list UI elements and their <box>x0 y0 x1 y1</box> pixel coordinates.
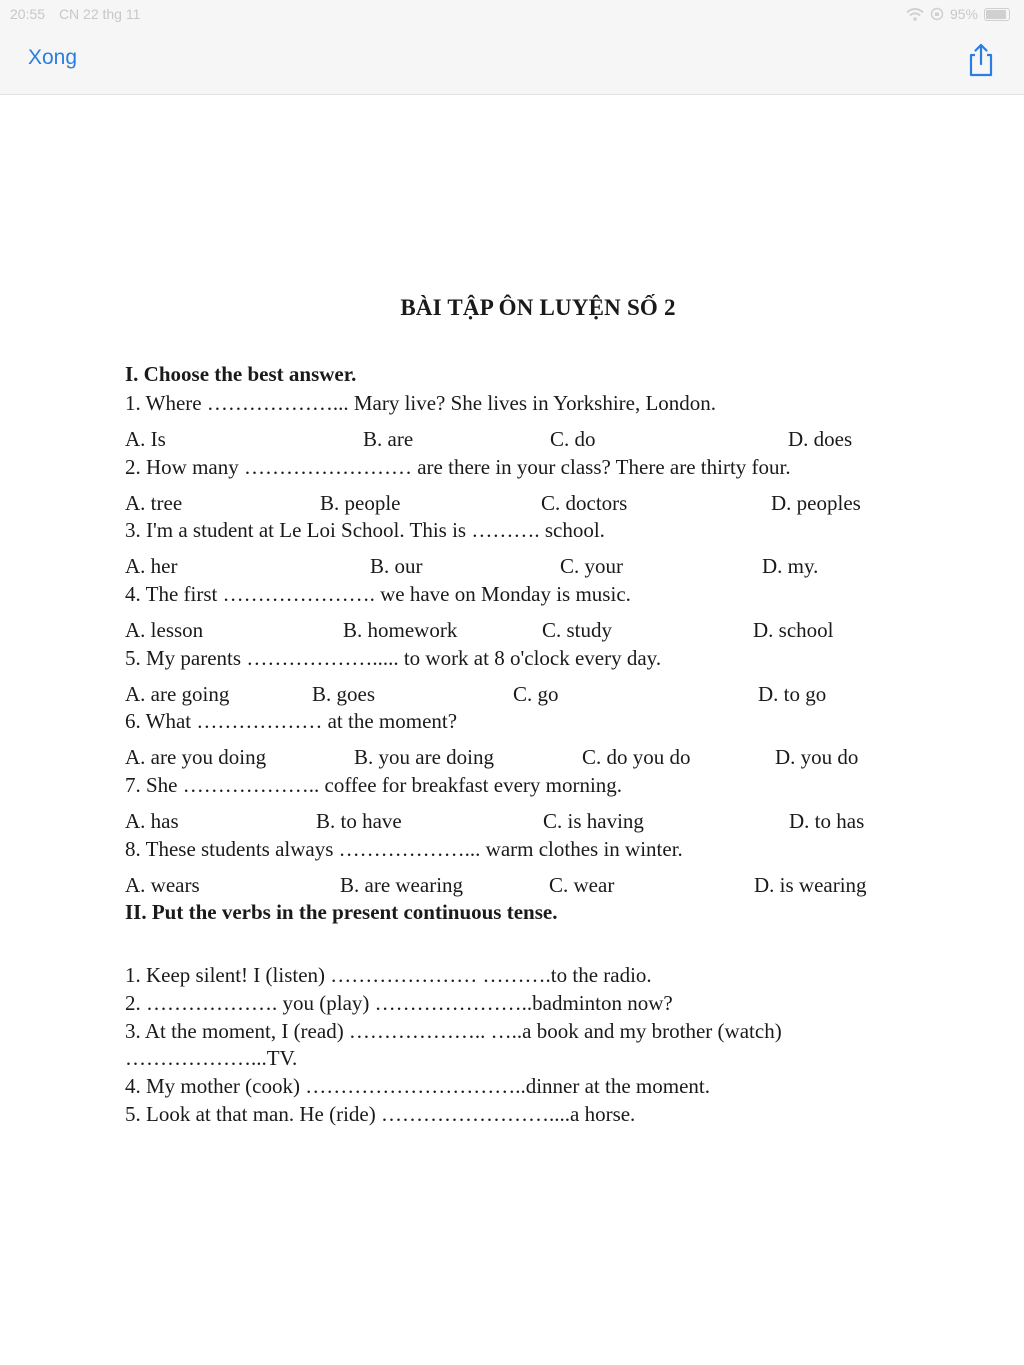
question-text: 7. She ……………….. coffee for breakfast every morning. <box>125 773 623 797</box>
status-time: 20:55 <box>10 6 46 22</box>
answer-option: B. homework <box>343 618 458 642</box>
answer-option: A. her <box>125 554 178 578</box>
answer-option: A. tree <box>125 491 183 515</box>
question-text: 8. These students always ………………... warm clothes in winter. <box>125 837 683 861</box>
answer-option: D. does <box>788 427 853 451</box>
question-text: 6. What ……………… at the moment? <box>125 709 458 733</box>
battery-icon <box>984 8 1010 21</box>
answer-option: D. peoples <box>771 491 861 515</box>
answer-option: C. is having <box>543 809 644 833</box>
answer-option: C. your <box>560 554 623 578</box>
status-date: CN 22 thg 11 <box>58 6 141 22</box>
answer-option: C. doctors <box>541 491 628 515</box>
question-text: 2. How many …………………… are there in your class? There are thirty four. <box>125 455 791 479</box>
battery-fill <box>986 10 1006 19</box>
answer-option: C. do you do <box>582 745 691 769</box>
section-2-heading: II. Put the verbs in the present continuous tense. <box>125 900 558 924</box>
answer-option: B. are wearing <box>340 873 464 897</box>
question-text: 5. My parents ………………..... to work at 8 o'clock every day. <box>125 646 662 670</box>
answer-option: D. is wearing <box>754 873 867 897</box>
exercise-line: 5. Look at that man. He (ride) ……………………....a horse. <box>125 1102 636 1126</box>
answer-option: A. has <box>125 809 179 833</box>
answer-option: A. wears <box>125 873 200 897</box>
battery-percent: 95% <box>949 6 978 22</box>
question-text: 4. The first …………………. we have on Monday is music. <box>125 582 631 606</box>
done-button[interactable]: Xong <box>28 46 78 69</box>
answer-option: B. you are doing <box>354 745 494 769</box>
answer-option: C. go <box>513 682 559 706</box>
question-text: 1. Where ………………... Mary live? She lives in Yorkshire, London. <box>125 391 717 415</box>
answer-option: C. do <box>550 427 596 451</box>
status-indicators <box>906 6 1010 22</box>
document-page <box>0 95 1024 1365</box>
exercise-line: 2. ………………. you (play) …………………..badminton now? <box>125 991 673 1015</box>
question-text: 3. I'm a student at Le Loi School. This is ………. school. <box>125 518 605 542</box>
answer-option: C. wear <box>549 873 615 897</box>
exercise-line: ………………...TV. <box>125 1046 298 1070</box>
answer-option: D. my. <box>762 554 819 578</box>
answer-option: B. our <box>370 554 423 578</box>
answer-option: D. school <box>753 618 834 642</box>
section-1-heading: I. Choose the best answer. <box>125 362 357 386</box>
document-title: BÀI TẬP ÔN LUYỆN SỐ 2 <box>400 295 676 320</box>
exercise-line: 1. Keep silent! I (listen) ………………… ……….to the radio. <box>125 963 652 987</box>
navigation-bar <box>0 28 1024 95</box>
answer-option: D. to go <box>758 682 827 706</box>
answer-option: A. Is <box>125 427 166 451</box>
wifi-icon <box>906 8 924 21</box>
exercise-line: 3. At the moment, I (read) ……………….. …..a book and my brother (watch) <box>125 1019 782 1043</box>
answer-option: B. are <box>363 427 414 451</box>
rotation-lock-icon <box>930 7 944 21</box>
share-icon[interactable] <box>966 42 996 78</box>
status-time-date <box>10 6 150 22</box>
answer-option: B. to have <box>316 809 402 833</box>
status-bar <box>0 0 1024 28</box>
answer-option: B. people <box>320 491 401 515</box>
answer-option: A. lesson <box>125 618 204 642</box>
answer-option: D. to has <box>789 809 865 833</box>
answer-option: B. goes <box>312 682 375 706</box>
exercise-line: 4. My mother (cook) …………………………..dinner at the moment. <box>125 1074 710 1098</box>
answer-option: A. are going <box>125 682 230 706</box>
answer-option: D. you do <box>775 745 859 769</box>
answer-option: A. are you doing <box>125 745 267 769</box>
answer-option: C. study <box>542 618 613 642</box>
